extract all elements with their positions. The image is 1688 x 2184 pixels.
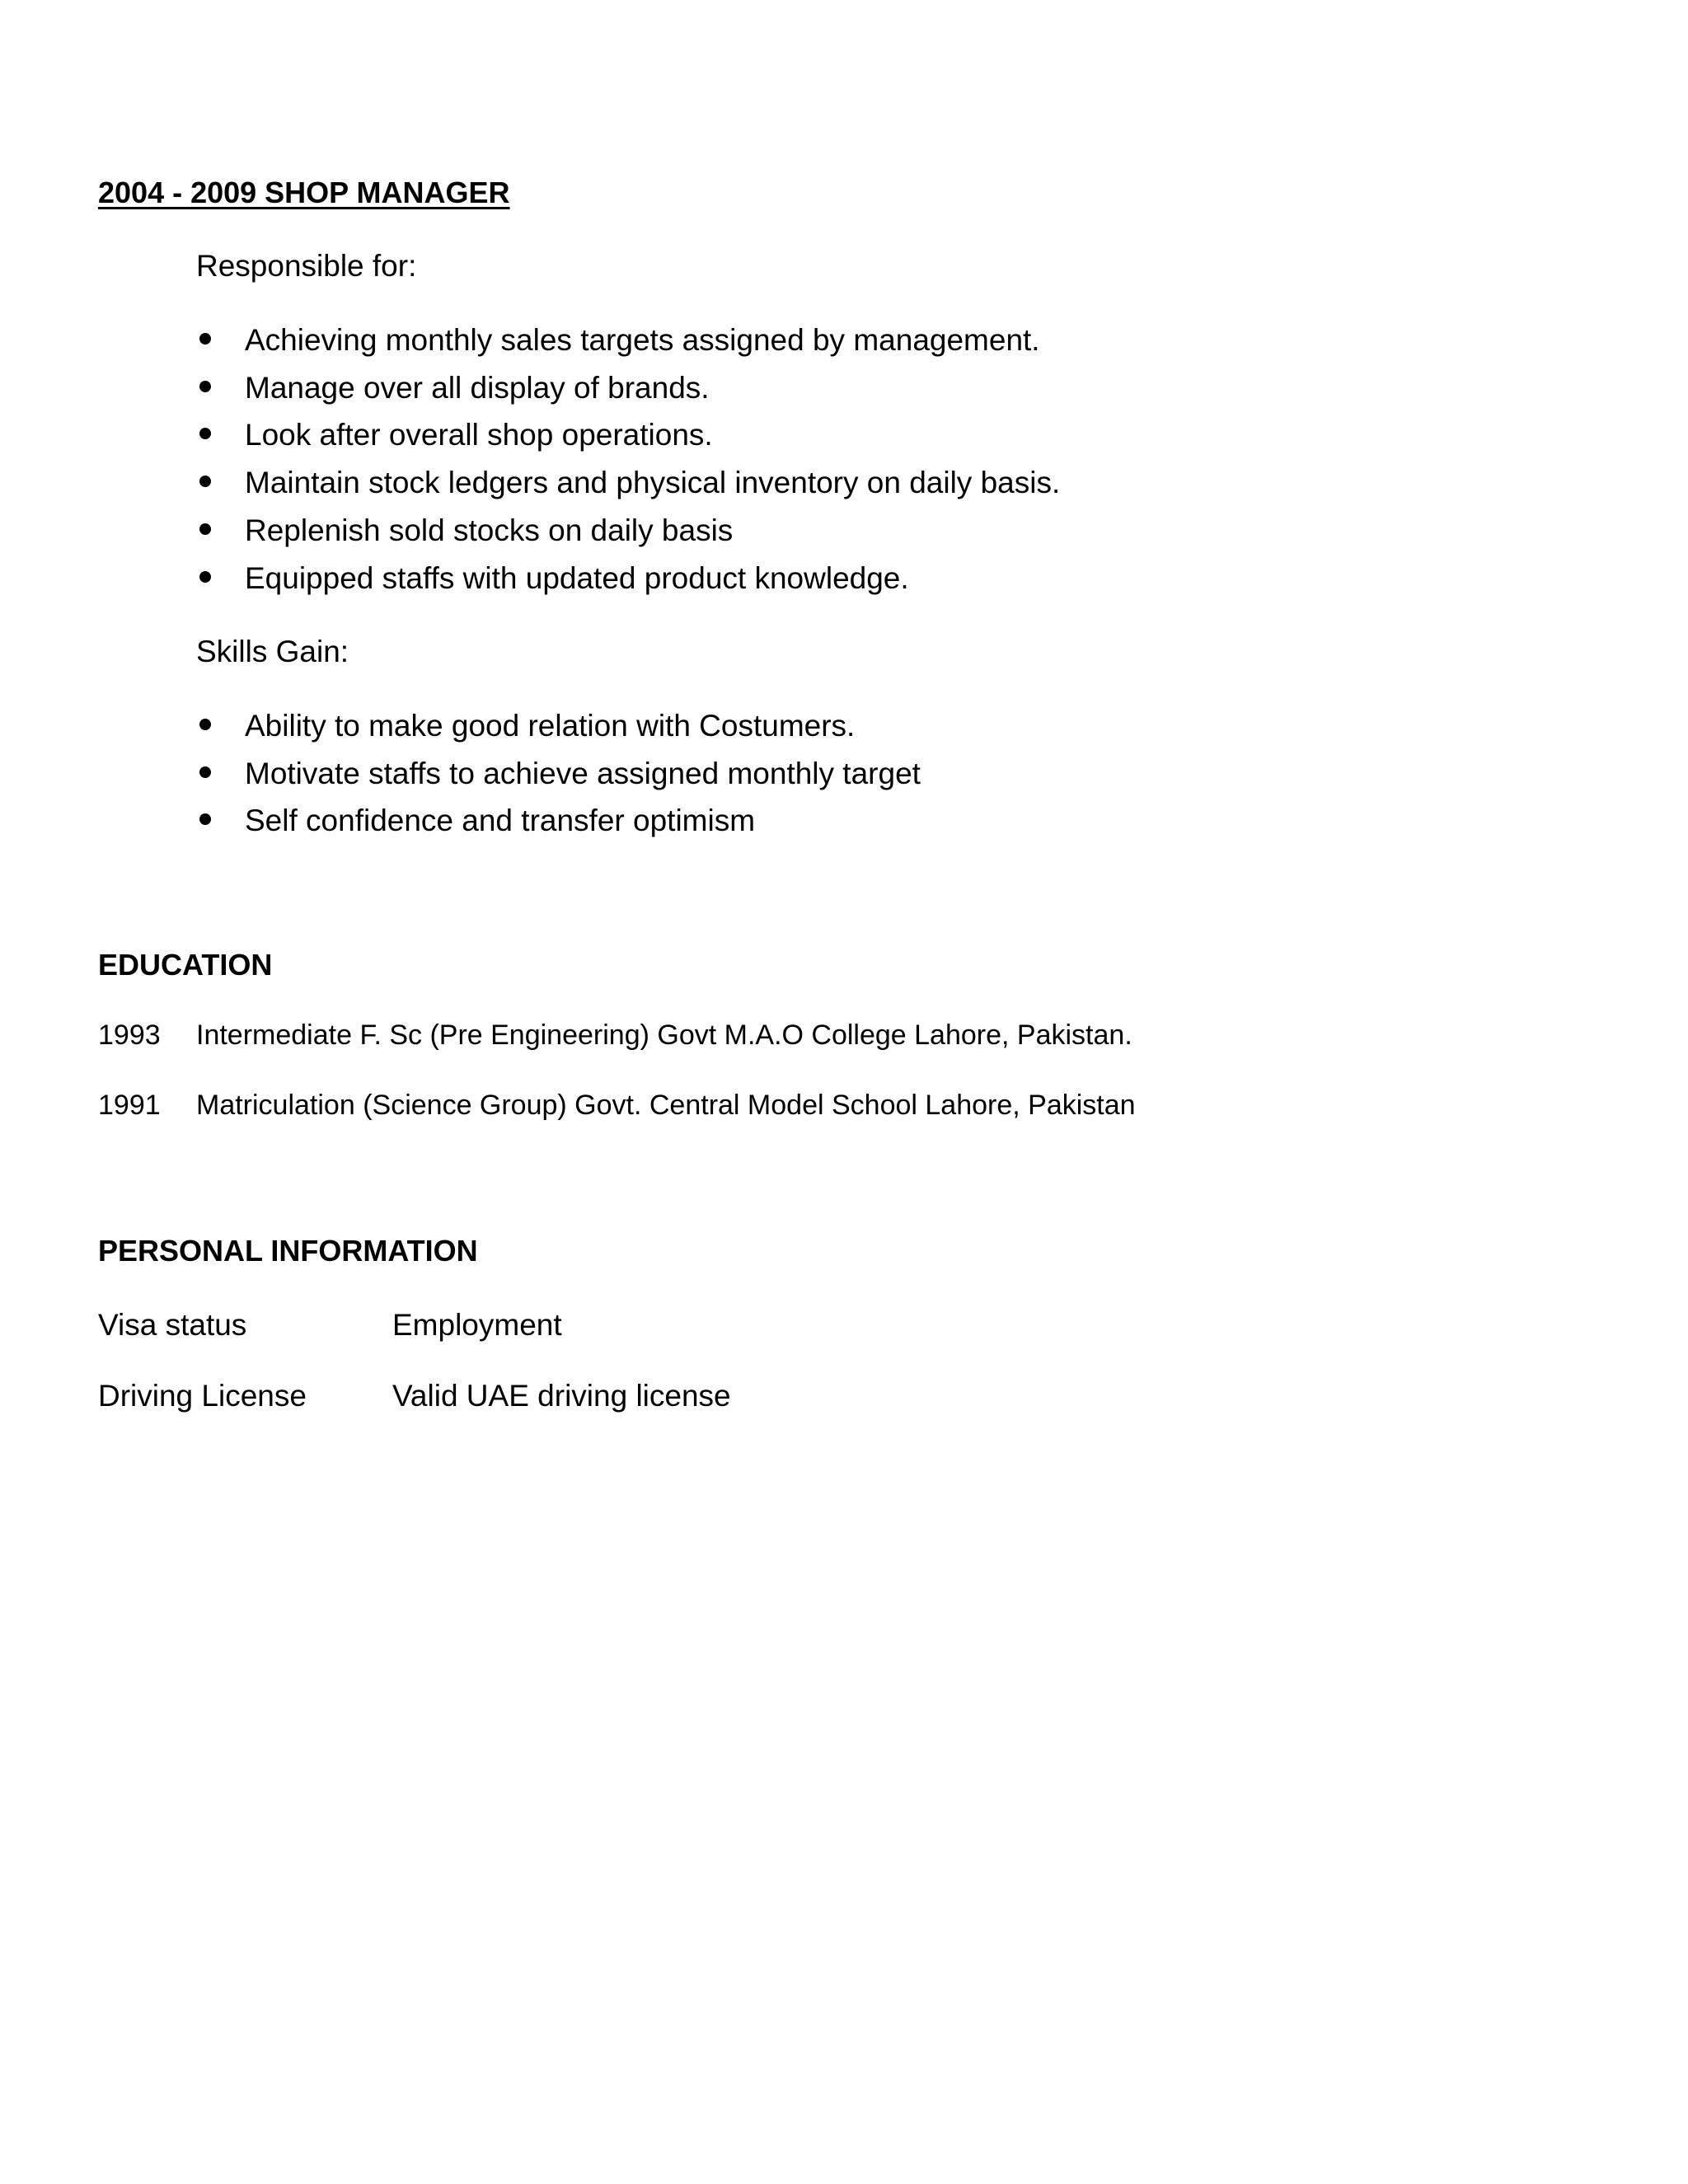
bullet-icon: [199, 333, 211, 344]
bullet-icon: [199, 523, 211, 535]
responsibility-text: Achieving monthly sales targets assigned by management.: [245, 323, 1040, 357]
personal-info-value: Employment: [392, 1308, 562, 1342]
experience-heading: 2004 - 2009 SHOP MANAGER: [98, 176, 510, 209]
bullet-icon: [199, 381, 211, 392]
responsibility-text: Look after overall shop operations.: [245, 418, 713, 452]
education-heading: EDUCATION: [98, 948, 273, 982]
bullet-icon: [199, 571, 211, 583]
skills-label: Skills Gain:: [196, 635, 349, 668]
personal-info-label: Visa status: [98, 1308, 247, 1342]
responsibility-text: Replenish sold stocks on daily basis: [245, 513, 734, 547]
responsibility-text: Manage over all display of brands.: [245, 371, 710, 405]
responsibility-text: Equipped staffs with updated product knowledge.: [245, 561, 909, 595]
bullet-icon: [199, 766, 211, 778]
education-year: 1991: [98, 1090, 161, 1121]
personal-info-value: Valid UAE driving license: [392, 1379, 731, 1413]
skill-text: Motivate staffs to achieve assigned monthly target: [245, 757, 921, 790]
education-detail: Matriculation (Science Group) Govt. Central Model School Lahore, Pakistan: [196, 1090, 1136, 1121]
responsibility-text: Maintain stock ledgers and physical inventory on daily basis.: [245, 466, 1061, 499]
bullet-icon: [199, 428, 211, 439]
education-year: 1993: [98, 1019, 161, 1051]
skill-text: Ability to make good relation with Costumers.: [245, 709, 856, 743]
skill-text: Self confidence and transfer optimism: [245, 804, 756, 837]
personal-info-heading: PERSONAL INFORMATION: [98, 1234, 478, 1268]
bullet-icon: [199, 813, 211, 825]
education-detail: Intermediate F. Sc (Pre Engineering) Govt M.A.O College Lahore, Pakistan.: [196, 1019, 1132, 1051]
bullet-icon: [199, 719, 211, 730]
personal-info-label: Driving License: [98, 1379, 307, 1413]
responsible-label: Responsible for:: [196, 249, 417, 283]
bullet-icon: [199, 476, 211, 487]
